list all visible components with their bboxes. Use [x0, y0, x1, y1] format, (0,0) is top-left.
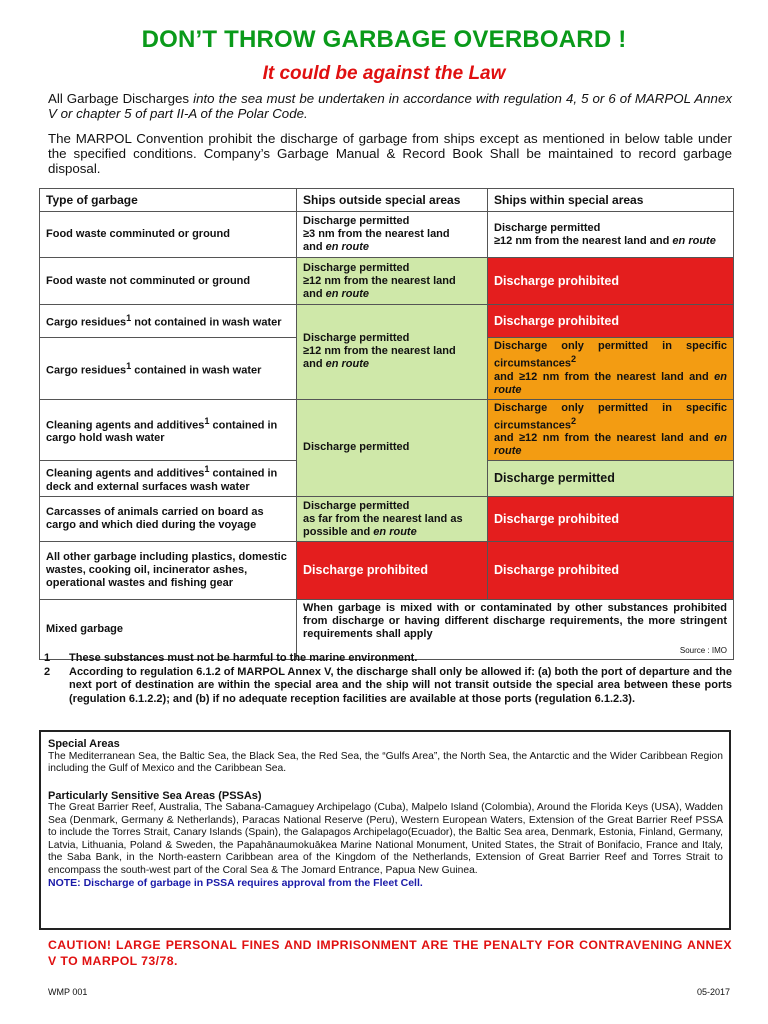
footnote-ref: 1	[126, 360, 132, 371]
footnote-1	[44, 652, 732, 666]
row-cleaning-outside: Discharge permitted	[297, 399, 488, 497]
row-mixed-type: Mixed garbage	[40, 600, 297, 660]
row-other-garbage-type: All other garbage including plastics, domestic wastes, cooking oil, incinerator ashes, operational wastes and fishing gear	[40, 542, 297, 600]
row-carcasses-type: Carcasses of animals carried on board as cargo and which died during the voyage	[40, 497, 297, 542]
document-code: WMP 001	[48, 987, 88, 997]
table-row	[40, 399, 734, 461]
cell-line: en route	[373, 525, 417, 538]
row-cargo-not-in-wash-within: Discharge prohibited	[488, 305, 734, 338]
cell-text: contained in wash water	[131, 364, 262, 377]
cell-line: as far from the nearest land as possible and	[303, 512, 463, 538]
footnote-ref: 1	[204, 464, 210, 475]
footnote-text: According to regulation 6.1.2 of MARPOL Annex V, the discharge shall only be allowed if: (a) both the port of departure and the next port of destination are within the special area and the ship will not transit outside the special area between these ports (regulation 6.1.2.2); and (b) if no adequate reception facilities are available at those ports (regulation 6.1.2.3).	[69, 665, 732, 705]
cell-line: en route	[325, 241, 370, 253]
cell-line: ≥3 nm from the nearest land	[303, 228, 450, 240]
cell-text: and ≥12 nm from the nearest land and	[494, 370, 715, 383]
cell-text: contained in deck and external surfaces wash water	[46, 468, 278, 494]
cell-line: Discharge permitted	[303, 332, 410, 345]
cell-line: and	[303, 241, 326, 253]
row-carcasses-within: Discharge prohibited	[488, 497, 734, 542]
cell-line: en route	[325, 287, 370, 300]
cell-line: Discharge permitted	[494, 221, 601, 234]
cell-line: ≥12 nm from the nearest land and	[494, 234, 673, 247]
row-cleaning-hold-within	[488, 399, 734, 461]
cell-text: Cargo residues	[46, 316, 127, 329]
cell-line: and	[303, 358, 326, 371]
footnotes	[44, 652, 732, 706]
row-food-comminuted-within	[488, 212, 734, 258]
page-subtitle: It could be against the Law	[262, 63, 506, 84]
document-date: 05-2017	[696, 987, 730, 997]
row-food-not-comminuted-within: Discharge prohibited	[488, 258, 734, 305]
footnote-number: 2	[44, 665, 51, 678]
row-mixed-requirement	[297, 600, 734, 660]
cell-line: Discharge permitted	[303, 499, 410, 512]
row-carcasses-outside	[297, 497, 488, 542]
areas-box	[39, 730, 731, 930]
cell-text: Discharge only permitted in specific circumstances	[494, 401, 727, 432]
row-cleaning-hold-type	[40, 399, 297, 461]
cell-line: en route	[325, 358, 370, 371]
cell-line: Discharge permitted	[303, 261, 410, 274]
table-row	[40, 600, 734, 660]
cell-text: contained in cargo hold wash water	[46, 419, 278, 445]
pssa-note: NOTE: Discharge of garbage in PSSA requires approval from the Fleet Cell.	[48, 877, 423, 889]
row-food-comminuted-type: Food waste comminuted or ground	[40, 212, 297, 258]
row-cargo-not-in-wash-type	[40, 305, 297, 338]
table-row	[40, 258, 734, 305]
cell-text: Discharge only permitted in specific circumstances	[494, 340, 727, 370]
special-areas-text: The Mediterranean Sea, the Baltic Sea, the Black Sea, the Red Sea, the “Gulfs Area”, the North Sea, the Antarctic and the Wider Caribbean Region including the Gulf of Mexico and the Caribbean Sea.	[48, 750, 723, 774]
footnote-ref: 1	[204, 415, 210, 426]
intro-paragraph-2: The MARPOL Convention prohibit the discharge of garbage from ships except as mentioned in below table under the specified conditions. Company’s Garbage Manual & Record Book Shall be maintained to record garbage disposal.	[48, 131, 732, 176]
footnote-2	[44, 666, 732, 707]
cell-text: en route	[494, 370, 727, 396]
pssa-heading: Particularly Sensitive Sea Areas (PSSAs)	[48, 789, 262, 802]
row-other-garbage-within: Discharge prohibited	[488, 542, 734, 600]
header-outside: Ships outside special areas	[297, 189, 488, 212]
cell-text: Cargo residues	[46, 364, 127, 377]
intro-paragraph-1	[48, 91, 732, 121]
page-title: DON’T THROW GARBAGE OVERBOARD !	[141, 26, 627, 53]
row-food-not-comminuted-outside	[297, 258, 488, 305]
row-cargo-residues-outside	[297, 305, 488, 400]
row-food-comminuted-outside	[297, 212, 488, 258]
cell-text: Cleaning agents and additives	[46, 468, 205, 481]
row-cargo-in-wash-within	[488, 338, 734, 400]
header-within: Ships within special areas	[488, 189, 734, 212]
footnote-text: These substances must not be harmful to the marine environment.	[69, 652, 418, 664]
special-areas-heading: Special Areas	[48, 738, 120, 750]
cell-text: Cleaning agents and additives	[46, 419, 205, 432]
footnote-number: 1	[44, 652, 51, 664]
table-row	[40, 305, 734, 338]
row-cleaning-deck-within: Discharge permitted	[488, 461, 734, 497]
row-cargo-in-wash-type	[40, 338, 297, 400]
intro-p1-rest: into the sea must be undertaken in accordance with regulation 4, 5 or 6 of MARPOL Annex V or chapter 5 of part II-A of the Polar Code.	[48, 91, 733, 121]
table-row	[40, 542, 734, 600]
garbage-discharge-table	[39, 188, 734, 660]
table-row	[40, 497, 734, 542]
cell-text: When garbage is mixed with or contaminated by other substances prohibited from discharge or having different discharge requirements, the more stringent requirements shall apply	[303, 602, 727, 641]
cell-line: ≥12 nm from the nearest land	[303, 345, 456, 358]
cell-line: and	[303, 287, 326, 300]
source-label: Source : IMO	[679, 646, 727, 656]
footnote-ref: 2	[571, 354, 577, 364]
cell-line: Discharge permitted	[303, 215, 410, 227]
row-cleaning-deck-type	[40, 461, 297, 497]
intro-p1-lead: All Garbage Discharges	[48, 91, 194, 106]
table-row	[40, 212, 734, 258]
footnote-ref: 2	[571, 415, 577, 426]
cell-text: en route	[494, 432, 727, 458]
header-type: Type of garbage	[40, 189, 297, 212]
pssa-text: The Great Barrier Reef, Australia, The Sabana-Camaguey Archipelago (Cuba), Malpelo Island (Colombia), Around the Florida Keys (USA), Wadden Sea (Denmark, Germany & Netherlands), Paracas National Reserve (Peru), Western European Waters, Extension of the Great Barrier Reef PSSA to include the Torres Strait, Canary Islands (Spain), the Galapagos Archipelago(Ecuador), the Baltic Sea area, Denmark, Estonia, Finland, Germany, Latvia, Lithuania, Poland & Sweden, the Papahānaumokuākea Marine National Monument, United States, the Strait of Bonifacio, France and Italy, the Saba Bank, in the North-eastern Caribbean area of the Kingdom of the Netherlands, Extension of Great Barrier Reef and Torres Strait to encompass the south-west part of the Coral Sea & The Jomard Entrance, Papua New Guinea.	[48, 802, 723, 876]
row-food-not-comminuted-type: Food waste not comminuted or ground	[40, 258, 297, 305]
row-other-garbage-outside: Discharge prohibited	[297, 542, 488, 600]
caution-text: CAUTION! LARGE PERSONAL FINES AND IMPRISONMENT ARE THE PENALTY FOR CONTRAVENING ANNEX V TO MARPOL 73/78.	[48, 938, 732, 968]
cell-text: and ≥12 nm from the nearest land and	[494, 432, 715, 445]
footnote-ref: 1	[126, 313, 132, 324]
table-header-row	[40, 189, 734, 212]
cell-line: ≥12 nm from the nearest land	[303, 274, 456, 287]
cell-line: en route	[672, 234, 716, 247]
cell-text: not contained in wash water	[131, 316, 282, 329]
